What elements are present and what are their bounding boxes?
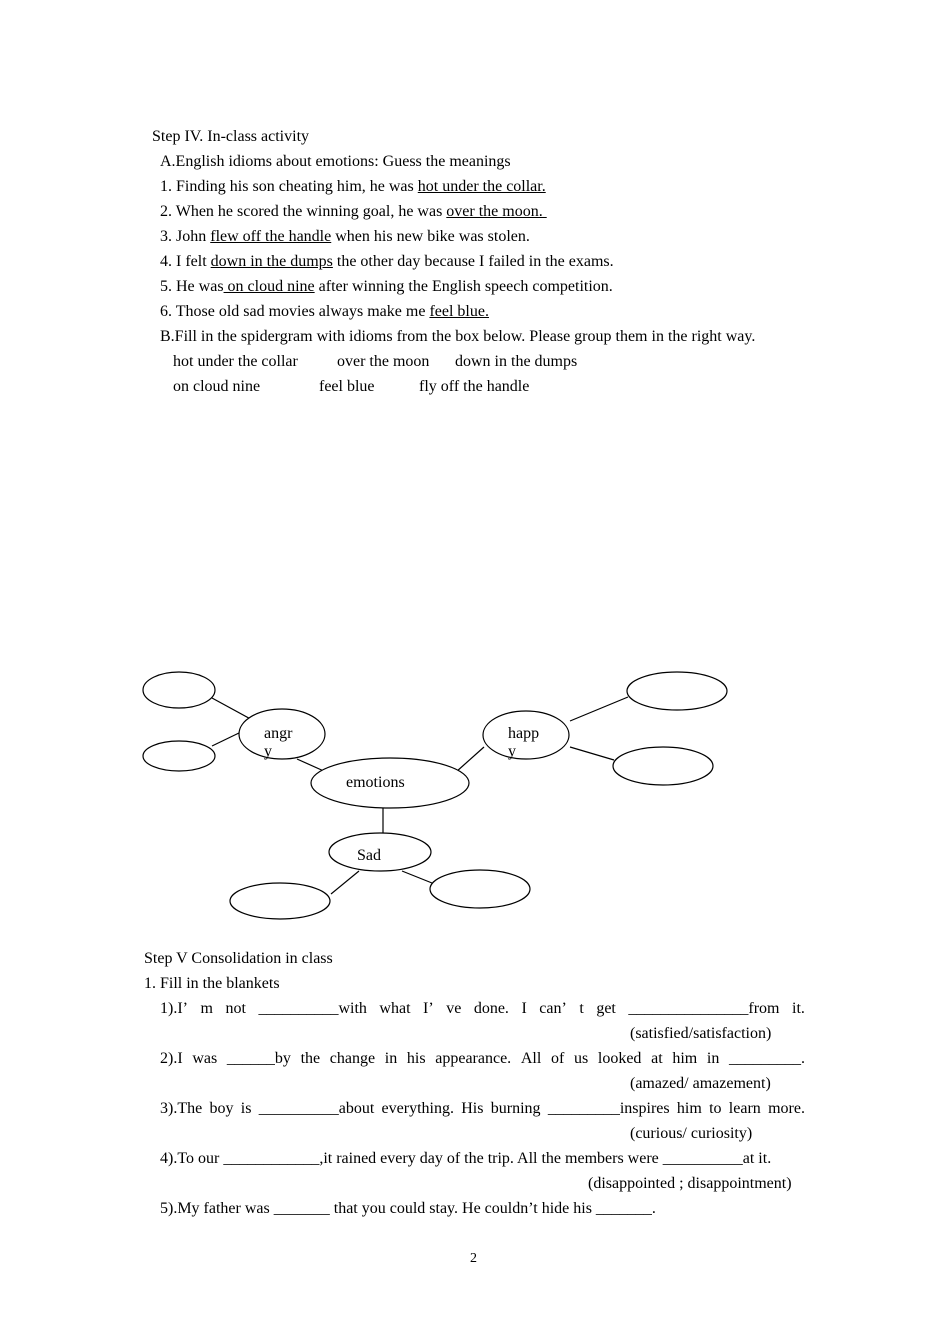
step4-title: Step IV. In-class activity [152,128,310,145]
step5-title: Step V Consolidation in class [144,950,333,967]
blank-oval [230,883,330,919]
box-idiom: hot under the collar [173,353,298,370]
idiom-item-4: 4. I felt down in the dumps the other day because I failed in the exams. [160,253,614,270]
idiom-item-2: 2. When he scored the winning goal, he was over the moon. [160,203,547,220]
blank-oval [143,672,215,708]
exercise-q4: 4).To our ____________,it rained every day of the trip. All the members were __________at it. [160,1150,772,1167]
idiom-underlined: on cloud nine [223,278,315,295]
exercise-q5: 5).My father was _______ that you could stay. He couldn’t hide his _______. [160,1200,656,1217]
exercise-q2-hint: (amazed/ amazement) [630,1075,771,1092]
connector-line [331,871,359,894]
idiom-item-3: 3. John flew off the handle when his new bike was stolen. [160,228,530,245]
sad-label: Sad [357,847,381,864]
part-a-heading: A.English idioms about emotions: Guess the meanings [160,153,511,170]
part-b-heading: B.Fill in the spidergram with idioms from the box below. Please group them in the right way. [160,328,756,345]
box-idiom: over the moon [337,353,430,370]
idiom-underlined: feel blue. [429,303,489,320]
blank-oval [143,741,215,771]
idiom-item-1: 1. Finding his son cheating him, he was hot under the collar. [160,178,546,195]
blank-oval [627,672,727,710]
connector-line [456,747,484,772]
connector-line [570,747,614,760]
blank-oval [613,747,713,785]
exercise-q4-hint: (disappointed ; disappointment) [588,1175,792,1192]
exercise-heading: 1. Fill in the blankets [144,975,280,992]
exercise-q3: 3).The boy is __________about everything. His burning _________inspires him to learn more. [160,1100,805,1117]
idiom-underlined: over the moon. [446,203,547,220]
happy-label: happ y [508,725,540,760]
connector-line [570,697,628,721]
box-idiom: on cloud nine [173,378,261,395]
box-idiom: feel blue [319,378,375,395]
idiom-underlined: flew off the handle [210,228,332,245]
box-idiom: fly off the handle [419,378,530,395]
idiom-item-6: 6. Those old sad movies always make me feel blue. [160,303,489,320]
connector-line [212,732,241,746]
page-number: 2 [470,1251,477,1266]
connector-line [402,871,432,883]
idiom-underlined: hot under the collar. [417,178,546,195]
emotions-label: emotions [346,774,405,791]
exercise-q1-hint: (satisfied/satisfaction) [630,1025,772,1042]
exercise-q2: 2).I was ______by the change in his appearance. All of us looked at him in _________. [160,1050,805,1067]
box-idiom: down in the dumps [455,353,578,370]
blank-oval [430,870,530,908]
exercise-q3-hint: (curious/ curiosity) [630,1125,753,1142]
idiom-underlined: down in the dumps [210,253,333,270]
idiom-item-5: 5. He was on cloud nine after winning the English speech competition. [160,278,613,295]
angry-label: angr y [264,725,293,760]
exercise-q1: 1).I’ m not __________with what I’ ve done. I can’ t get _______________from it. [160,1000,805,1017]
